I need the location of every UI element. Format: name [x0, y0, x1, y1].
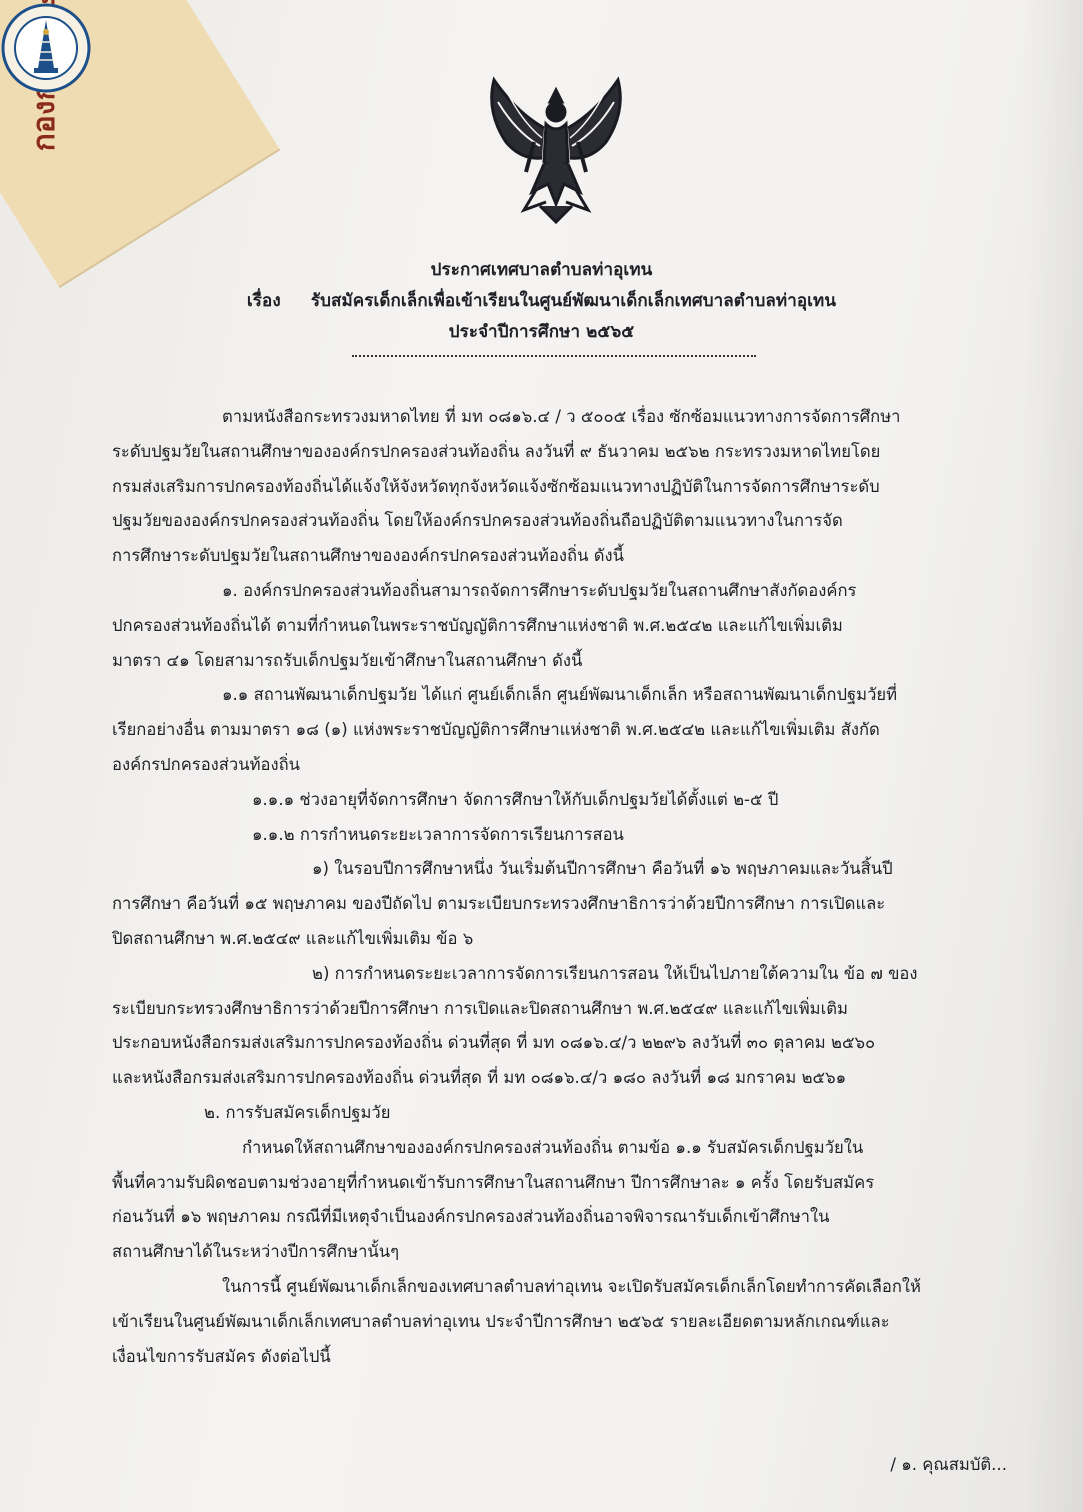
body-line: การศึกษา คือวันที่ ๑๕ พฤษภาคม ของปีถัดไป ตามระเบียบกระทรวงศึกษาธิการว่าด้วยปีการศึกษา การเปิดและ — [112, 894, 886, 914]
body-line: ๑. องค์กรปกครองส่วนท้องถิ่นสามารถจัดการศึกษาระดับปฐมวัยในสถานศึกษาสังกัดองค์กร — [222, 580, 857, 600]
body-line: ๑.๑.๑ ช่วงอายุที่จัดการศึกษา จัดการศึกษาให้กับเด็กปฐมวัยได้ตั้งแต่ ๒-๕ ปี — [252, 789, 779, 809]
body-line: การศึกษาระดับปฐมวัยในสถานศึกษาขององค์กรปกครองส่วนท้องถิ่น ดังนี้ — [112, 546, 624, 566]
body-line: ปฐมวัยขององค์กรปกครองส่วนท้องถิ่น โดยให้องค์กรปกครองส่วนท้องถิ่นถือปฏิบัติตามแนวทางในการจัด — [112, 511, 843, 531]
body-line: ระเบียบกระทรวงศึกษาธิการว่าด้วยปีการศึกษา การเปิดและปิดสถานศึกษา พ.ศ.๒๕๔๙ และแก้ไขเพิ่มเติม — [112, 998, 848, 1018]
body-line: สถานศึกษาได้ในระหว่างปีการศึกษานั้นๆ — [112, 1242, 399, 1262]
body-line: พื้นที่ความรับผิดชอบตามช่วงอายุที่กำหนดเข้ารับการศึกษาในสถานศึกษา ปีการศึกษาละ ๑ ครั้ง โดยรับสมัคร — [112, 1172, 875, 1192]
announcement-subject — [0, 287, 1083, 314]
garuda-emblem-icon — [476, 72, 636, 232]
body-line: ระดับปฐมวัยในสถานศึกษาขององค์กรปกครองส่วนท้องถิ่น ลงวันที่ ๙ ธันวาคม ๒๕๖๒ กระทรวงมหาดไทยโดย — [112, 441, 881, 461]
body-line: ปกครองส่วนท้องถิ่นได้ ตามที่กำหนดในพระราชบัญญัติการศึกษาแห่งชาติ พ.ศ.๒๕๔๒ และแก้ไขเพิ่มเติม — [112, 615, 843, 635]
body-line: ก่อนวันที่ ๑๖ พฤษภาคม กรณีที่มีเหตุจำเป็นองค์กรปกครองส่วนท้องถิ่นอาจพิจารณารับเด็กเข้าศึกษาใน — [112, 1207, 830, 1227]
body-line: ๑) ในรอบปีการศึกษาหนึ่ง วันเริ่มต้นปีการศึกษา คือวันที่ ๑๖ พฤษภาคมและวันสิ้นปี — [312, 859, 893, 879]
dotted-divider — [352, 355, 756, 357]
body-line: องค์กรปกครองส่วนท้องถิ่น — [112, 754, 300, 774]
body-line: ประกอบหนังสือกรมส่งเสริมการปกครองท้องถิ่น ด่วนที่สุด ที่ มท ๐๘๑๖.๔/ว ๒๒๙๖ ลงวันที่ ๓๐ ตุลาคม ๒๕๖๐ — [112, 1033, 876, 1053]
continuation-note: / ๑. คุณสมบัติ... — [890, 1455, 1007, 1474]
body-line: และหนังสือกรมส่งเสริมการปกครองท้องถิ่น ด่วนที่สุด ที่ มท ๐๘๑๖.๔/ว ๑๘๐ ลงวันที่ ๑๘ มกราคม ๒๕๖๑ — [112, 1068, 847, 1088]
body-line: ในการนี้ ศูนย์พัฒนาเด็กเล็กของเทศบาลตำบลท่าอุเทน จะเปิดรับสมัครเด็กเล็กโดยทำการคัดเลือกให้ — [222, 1276, 921, 1296]
subject-text: รับสมัครเด็กเล็กเพื่อเข้าเรียนในศูนย์พัฒนาเด็กเล็กเทศบาลตำบลท่าอุเทน — [310, 291, 837, 311]
announcement-body — [112, 400, 1008, 1374]
body-line: ปิดสถานศึกษา พ.ศ.๒๕๔๙ และแก้ไขเพิ่มเติม ข้อ ๖ — [112, 928, 474, 948]
body-line: กำหนดให้สถานศึกษาขององค์กรปกครองส่วนท้องถิ่น ตามข้อ ๑.๑ รับสมัครเด็กปฐมวัยใน — [242, 1137, 864, 1157]
body-line: เงื่อนไขการรับสมัคร ดังต่อไปนี้ — [112, 1346, 331, 1366]
body-line: ๒) การกำหนดระยะเวลาการจัดการเรียนการสอน ให้เป็นไปภายใต้ความใน ข้อ ๗ ของ — [312, 963, 918, 983]
municipality-seal-icon — [0, 2, 92, 94]
body-line: ตามหนังสือกระทรวงมหาดไทย ที่ มท ๐๘๑๖.๔ / ว ๕๐๐๕ เรื่อง ซักซ้อมแนวทางการจัดการศึกษา — [222, 407, 901, 426]
body-line: กรมส่งเสริมการปกครองท้องถิ่นได้แจ้งให้จังหวัดทุกจังหวัดแจ้งซักซ้อมแนวทางปฏิบัติในการจัดการศึกษาระดับ — [112, 476, 880, 496]
body-line: ๒. การรับสมัครเด็กปฐมวัย — [204, 1102, 391, 1122]
body-line: ๑.๑ สถานพัฒนาเด็กปฐมวัย ได้แก่ ศูนย์เด็กเล็ก ศูนย์พัฒนาเด็กเล็ก หรือสถานพัฒนาเด็กปฐมวัยที่ — [222, 685, 898, 705]
academic-year: ประจำปีการศึกษา ๒๕๖๕ — [448, 322, 635, 342]
announcement-title: ประกาศเทศบาลตำบลท่าอุเทน — [430, 260, 653, 280]
body-line: มาตรา ๔๑ โดยสามารถรับเด็กปฐมวัยเข้าศึกษาในสถานศึกษา ดังนี้ — [112, 650, 583, 670]
subject-label: เรื่อง — [246, 291, 281, 311]
page-shadow — [1023, 0, 1083, 1512]
body-line: ๑.๑.๒ การกำหนดระยะเวลาการจัดการเรียนการสอน — [252, 824, 624, 844]
body-line: เรียกอย่างอื่น ตามมาตรา ๑๘ (๑) แห่งพระราชบัญญัติการศึกษาแห่งชาติ พ.ศ.๒๕๔๒ และแก้ไขเพิ่มเติม สังกัด — [112, 720, 880, 740]
body-line: เข้าเรียนในศูนย์พัฒนาเด็กเล็กเทศบาลตำบลท่าอุเทน ประจำปีการศึกษา ๒๕๖๕ รายละเอียดตามหลักเกณฑ์และ — [112, 1311, 890, 1331]
